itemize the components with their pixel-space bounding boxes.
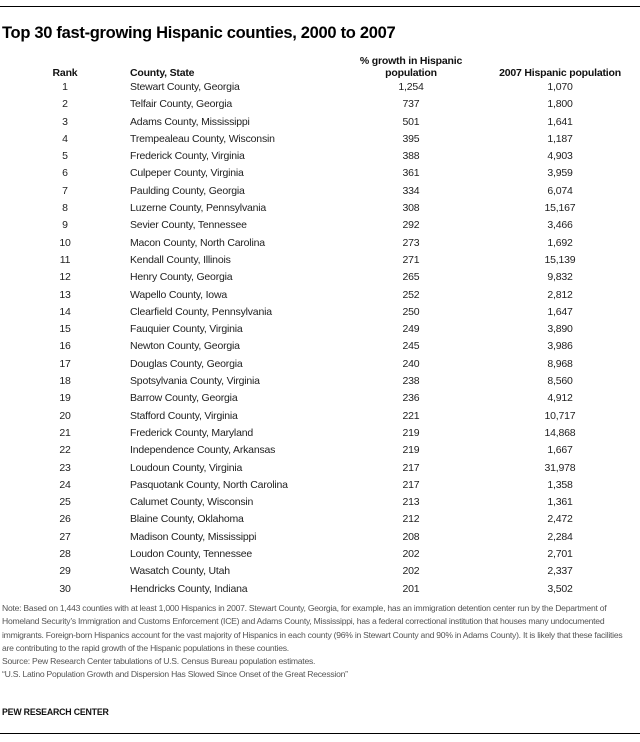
rank-cell: 26 bbox=[59, 513, 71, 526]
population-cell: 3,466 bbox=[547, 219, 573, 232]
table-row bbox=[0, 165, 640, 182]
growth-cell: 202 bbox=[402, 565, 420, 578]
rank-cell: 4 bbox=[62, 132, 68, 145]
county-cell: Henry County, Georgia bbox=[130, 271, 233, 284]
population-cell: 1,692 bbox=[547, 236, 573, 249]
rank-cell: 8 bbox=[62, 202, 68, 215]
county-cell: Independence County, Arkansas bbox=[130, 444, 276, 457]
county-cell: Fauquier County, Virginia bbox=[130, 323, 243, 336]
county-cell: Douglas County, Georgia bbox=[130, 357, 243, 370]
rank-cell: 6 bbox=[62, 167, 68, 180]
population-cell: 4,903 bbox=[547, 150, 573, 163]
population-cell: 4,912 bbox=[547, 392, 573, 405]
bottom-rule bbox=[0, 733, 640, 734]
table-row bbox=[0, 581, 640, 598]
population-cell: 1,187 bbox=[547, 132, 573, 145]
growth-cell: 217 bbox=[402, 461, 420, 474]
county-cell: Clearfield County, Pennsylvania bbox=[130, 305, 272, 318]
population-cell: 9,832 bbox=[547, 271, 573, 284]
rank-cell: 24 bbox=[59, 478, 71, 491]
population-cell: 2,701 bbox=[547, 548, 573, 561]
rank-cell: 1 bbox=[62, 81, 68, 93]
growth-cell: 201 bbox=[402, 582, 420, 595]
header-county-state: County, State bbox=[130, 67, 195, 79]
header-growth-line2: population bbox=[385, 67, 437, 79]
county-cell: Calumet County, Wisconsin bbox=[130, 496, 254, 509]
table-row bbox=[0, 183, 640, 200]
county-cell: Pasquotank County, North Carolina bbox=[130, 478, 288, 491]
table-row bbox=[0, 200, 640, 217]
rank-cell: 5 bbox=[62, 150, 68, 163]
table-row bbox=[0, 338, 640, 355]
county-cell: Wapello County, Iowa bbox=[130, 288, 227, 301]
rank-cell: 22 bbox=[59, 444, 71, 457]
rank-cell: 14 bbox=[59, 305, 71, 318]
growth-cell: 737 bbox=[402, 98, 420, 111]
table-row bbox=[0, 252, 640, 269]
table-row bbox=[0, 425, 640, 442]
table-row bbox=[0, 356, 640, 373]
population-cell: 1,667 bbox=[547, 444, 573, 457]
population-cell: 3,986 bbox=[547, 340, 573, 353]
county-cell: Stewart County, Georgia bbox=[130, 81, 240, 93]
table-row bbox=[0, 269, 640, 286]
header-growth-line1: % growth in Hispanic bbox=[359, 55, 463, 67]
table-row bbox=[0, 79, 640, 96]
county-cell: Spotsylvania County, Virginia bbox=[130, 375, 260, 388]
table-row bbox=[0, 563, 640, 580]
table-row bbox=[0, 321, 640, 338]
table-row bbox=[0, 442, 640, 459]
county-cell: Madison County, Mississippi bbox=[130, 530, 257, 543]
population-cell: 1,641 bbox=[547, 115, 573, 128]
population-cell: 1,070 bbox=[547, 81, 573, 93]
table-row bbox=[0, 529, 640, 546]
footer-brand: PEW RESEARCH CENTER bbox=[2, 707, 109, 717]
population-cell: 8,968 bbox=[547, 357, 573, 370]
table-row bbox=[0, 96, 640, 113]
table-row bbox=[0, 304, 640, 321]
population-cell: 10,717 bbox=[544, 409, 576, 422]
population-cell: 1,361 bbox=[547, 496, 573, 509]
growth-cell: 249 bbox=[402, 323, 420, 336]
growth-cell: 1,254 bbox=[398, 81, 424, 93]
county-cell: Luzerne County, Pennsylvania bbox=[130, 202, 267, 215]
growth-cell: 501 bbox=[402, 115, 420, 128]
county-cell: Paulding County, Georgia bbox=[130, 184, 245, 197]
county-cell: Macon County, North Carolina bbox=[130, 236, 265, 249]
growth-cell: 217 bbox=[402, 478, 420, 491]
notes-block bbox=[2, 602, 636, 682]
source-text: Source: Pew Research Center tabulations of U.S. Census Bureau population estimates. bbox=[2, 656, 316, 667]
chart-title: Top 30 fast-growing Hispanic counties, 2000 to 2007 bbox=[2, 24, 396, 42]
population-cell: 6,074 bbox=[547, 184, 573, 197]
growth-cell: 202 bbox=[402, 548, 420, 561]
rank-cell: 7 bbox=[62, 184, 68, 197]
rank-cell: 9 bbox=[62, 219, 68, 232]
growth-cell: 219 bbox=[402, 444, 420, 457]
county-cell: Trempealeau County, Wisconsin bbox=[130, 132, 275, 145]
table-row bbox=[0, 460, 640, 477]
population-cell: 31,978 bbox=[544, 461, 576, 474]
rank-cell: 28 bbox=[59, 548, 71, 561]
growth-cell: 361 bbox=[402, 167, 420, 180]
county-cell: Hendricks County, Indiana bbox=[130, 582, 248, 595]
growth-cell: 245 bbox=[402, 340, 420, 353]
rank-cell: 2 bbox=[62, 98, 68, 111]
rank-cell: 10 bbox=[59, 236, 71, 249]
county-cell: Adams County, Mississippi bbox=[130, 115, 250, 128]
county-cell: Loudoun County, Virginia bbox=[130, 461, 243, 474]
population-cell: 1,800 bbox=[547, 98, 573, 111]
county-cell: Loudon County, Tennessee bbox=[130, 548, 253, 561]
growth-cell: 292 bbox=[402, 219, 420, 232]
population-cell: 2,472 bbox=[547, 513, 573, 526]
rank-cell: 30 bbox=[59, 582, 71, 595]
growth-cell: 212 bbox=[402, 513, 420, 526]
rank-cell: 21 bbox=[59, 426, 71, 439]
table-row bbox=[0, 546, 640, 563]
rank-cell: 17 bbox=[59, 357, 71, 370]
rank-cell: 12 bbox=[59, 271, 71, 284]
county-cell: Frederick County, Maryland bbox=[130, 426, 253, 439]
growth-cell: 213 bbox=[402, 496, 420, 509]
growth-cell: 273 bbox=[402, 236, 420, 249]
growth-cell: 221 bbox=[402, 409, 420, 422]
rank-cell: 3 bbox=[62, 115, 68, 128]
rank-cell: 23 bbox=[59, 461, 71, 474]
growth-cell: 334 bbox=[402, 184, 420, 197]
report-title: “U.S. Latino Population Growth and Dispersion Has Slowed Since Onset of the Great Recession” bbox=[2, 669, 348, 680]
growth-cell: 240 bbox=[402, 357, 420, 370]
growth-cell: 265 bbox=[402, 271, 420, 284]
county-cell: Frederick County, Virginia bbox=[130, 150, 245, 163]
county-cell: Stafford County, Virginia bbox=[130, 409, 238, 422]
county-cell: Telfair County, Georgia bbox=[130, 98, 233, 111]
population-cell: 15,139 bbox=[544, 253, 576, 266]
population-cell: 2,284 bbox=[547, 530, 573, 543]
rank-cell: 18 bbox=[59, 375, 71, 388]
table-row bbox=[0, 148, 640, 165]
growth-cell: 238 bbox=[402, 375, 420, 388]
table-body bbox=[0, 79, 640, 598]
growth-cell: 271 bbox=[402, 253, 420, 266]
table-row bbox=[0, 494, 640, 511]
table-row bbox=[0, 477, 640, 494]
table-row bbox=[0, 390, 640, 407]
table-row bbox=[0, 217, 640, 234]
county-cell: Newton County, Georgia bbox=[130, 340, 240, 353]
rank-cell: 13 bbox=[59, 288, 71, 301]
growth-cell: 219 bbox=[402, 426, 420, 439]
table-row bbox=[0, 287, 640, 304]
table-row bbox=[0, 235, 640, 252]
table-row bbox=[0, 408, 640, 425]
population-cell: 3,502 bbox=[547, 582, 573, 595]
table-row bbox=[0, 511, 640, 528]
county-cell: Wasatch County, Utah bbox=[130, 565, 230, 578]
growth-cell: 252 bbox=[402, 288, 420, 301]
growth-cell: 250 bbox=[402, 305, 420, 318]
population-cell: 1,358 bbox=[547, 478, 573, 491]
rank-cell: 20 bbox=[59, 409, 71, 422]
population-cell: 8,560 bbox=[547, 375, 573, 388]
rank-cell: 15 bbox=[59, 323, 71, 336]
rank-cell: 19 bbox=[59, 392, 71, 405]
growth-cell: 236 bbox=[402, 392, 420, 405]
county-cell: Kendall County, Illinois bbox=[130, 253, 231, 266]
population-cell: 2,812 bbox=[547, 288, 573, 301]
rank-cell: 29 bbox=[59, 565, 71, 578]
note-text: Note: Based on 1,443 counties with at least 1,000 Hispanics in 2007. Stewart County, Georgia, for example, has an immigration detention center run by the Department of Homeland Security’s Immigration and Customs Enforcement (ICE) and Adams County, Mississippi, has a federal correctional institution that houses many undocumented immigrants. Foreign-born Hispanics account for the vast majority of Hispanics in each county (96% in Stewart County and 90% in Adams County). It is likely that these facilities are contributing to the rapid growth of the Hispanic populations in these counties. bbox=[2, 603, 623, 653]
county-cell: Barrow County, Georgia bbox=[130, 392, 238, 405]
population-cell: 3,890 bbox=[547, 323, 573, 336]
population-cell: 15,167 bbox=[544, 202, 576, 215]
growth-cell: 388 bbox=[402, 150, 420, 163]
table-row bbox=[0, 131, 640, 148]
growth-cell: 208 bbox=[402, 530, 420, 543]
table-row bbox=[0, 373, 640, 390]
growth-cell: 308 bbox=[402, 202, 420, 215]
population-cell: 14,868 bbox=[544, 426, 576, 439]
county-cell: Blaine County, Oklahoma bbox=[130, 513, 244, 526]
growth-cell: 395 bbox=[402, 132, 420, 145]
population-cell: 2,337 bbox=[547, 565, 573, 578]
rank-cell: 27 bbox=[59, 530, 71, 543]
header-rank: Rank bbox=[52, 67, 78, 79]
population-cell: 3,959 bbox=[547, 167, 573, 180]
header-population: 2007 Hispanic population bbox=[499, 67, 621, 79]
top-rule bbox=[0, 6, 640, 7]
rank-cell: 25 bbox=[59, 496, 71, 509]
rank-cell: 16 bbox=[59, 340, 71, 353]
table-row bbox=[0, 114, 640, 131]
county-cell: Sevier County, Tennessee bbox=[130, 219, 247, 232]
county-cell: Culpeper County, Virginia bbox=[130, 167, 244, 180]
rank-cell: 11 bbox=[59, 253, 71, 266]
population-cell: 1,647 bbox=[547, 305, 573, 318]
header-growth bbox=[340, 55, 482, 79]
